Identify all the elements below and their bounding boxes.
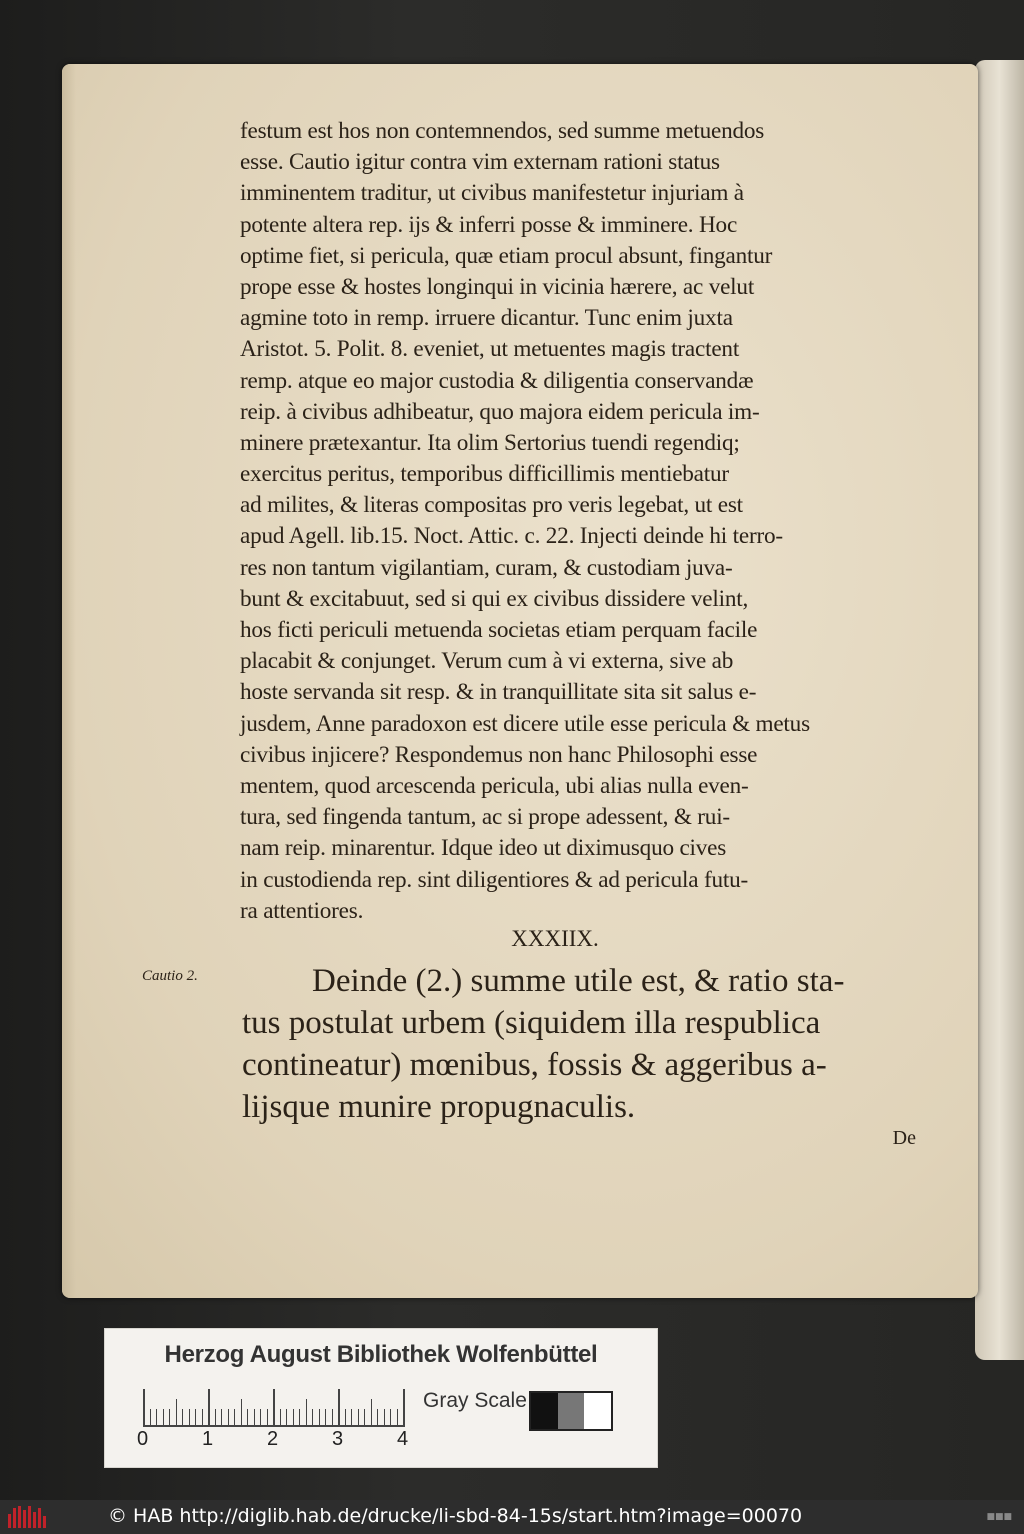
text-line: Deinde (2.) summe utile est, & ratio sta- [312,963,845,999]
ruler-tick [228,1409,229,1425]
ruler-tick [377,1409,378,1425]
text-line: agmine toto in remp. irruere dicantur. Tunc enim juxta [240,305,733,332]
ruler-tick [384,1409,385,1425]
text-line: tura, sed fingenda tantum, ac si prope adessent, & rui- [240,804,730,831]
ruler-tick [241,1399,242,1425]
text-line: hos ficti periculi metuenda societas etiam perquam facile [240,617,758,643]
ruler-tick [280,1409,281,1425]
ruler-tick [299,1409,300,1425]
text-line: jusdem, Anne paradoxon est dicere utile esse pericula & metus [240,710,810,737]
ruler-tick [150,1409,151,1425]
text-line: ad milites, & literas compositas pro veris legebat, ut est [240,492,743,519]
library-name: Herzog August Bibliothek Wolfenbüttel [164,1341,598,1368]
ruler-tick [215,1409,216,1425]
gray-scale-label: Gray Scale [423,1389,527,1412]
ruler-tick [176,1399,177,1425]
text-line: reip. à civibus adhibeatur, quo majora eidem pericula im- [240,398,760,425]
ruler-tick [390,1409,391,1425]
text-line: nam reip. minarentur. Idque ideo ut diximusquo cives [240,835,727,862]
ruler-tick [293,1409,294,1425]
ruler-tick [169,1409,170,1425]
text-line: festum est hos non contemnendos, sed summe metuendos [240,118,765,144]
text-line: placabit & conjunget. Verum cum à vi externa, sive ab [240,648,734,675]
text-line: optime fiet, si pericula, quæ etiam procul absunt, fingantur [240,242,773,269]
margin-note: Cautio 2. [142,968,198,984]
menu-dots-icon[interactable]: ■■■ [986,1512,1012,1522]
main-paragraph [240,116,920,927]
ruler-label: 0 [137,1428,149,1450]
text-line: bunt & excitabuut, sed si qui ex civibus dissidere velint, [240,585,749,612]
ruler-label: 1 [202,1428,214,1450]
color-calibration-card [104,1328,658,1468]
ruler-tick [286,1409,287,1425]
section-number: XXXIIX. [511,926,599,951]
text-line: Aristot. 5. Polit. 8. eveniet, ut metuentes magis tractent [240,336,740,363]
text-line: prope esse & hostes longinqui in vicinia hærere, ac velut [240,273,755,300]
text-line: imminentem traditur, ut civibus manifestetur injuriam à [240,180,744,207]
catchword: De [892,1127,916,1149]
ruler-tick [156,1409,157,1425]
ruler-scale [143,1387,405,1427]
text-line: potente altera rep. ijs & inferri posse & imminere. Hoc [240,211,738,238]
text-line: exercitus peritus, temporibus difficillimis mentiebatur [240,461,729,488]
ruler-tick [351,1409,352,1425]
text-line: contineatur) mœnibus, fossis & aggeribus a- [242,1047,827,1083]
text-line: in custodienda rep. sint diligentiores & ad pericula futu- [240,866,749,893]
text-line: mentem, quod arcescenda pericula, ubi alias nulla even- [240,772,749,799]
ruler-tick [338,1389,340,1425]
book-page [62,64,978,1298]
viewer-footer [0,1500,1024,1534]
adjacent-page-edge [975,60,1024,1360]
text-line: tus postulat urbem (siquidem illa respublica [242,1005,821,1041]
ruler-tick [195,1409,196,1425]
ruler-tick [202,1409,203,1425]
text-line: civibus injicere? Respondemus non hanc Philosophi esse [240,741,758,768]
hab-logo-icon [8,1506,48,1528]
ruler-tick [143,1389,145,1425]
gray-swatch [558,1393,585,1429]
ruler-tick [332,1409,333,1425]
text-line: hoste servanda sit resp. & in tranquillitate sita sit salus e- [240,679,757,706]
ruler-tick [260,1409,261,1425]
ruler-tick [273,1389,275,1425]
ruler-label: 3 [332,1428,344,1450]
page-gutter-shadow [62,64,76,1298]
text-line: res non tantum vigilantiam, curam, & custodiam juva- [240,554,733,581]
ruler-tick [325,1409,326,1425]
ruler-tick [189,1409,190,1425]
ruler-tick [345,1409,346,1425]
ruler-tick [247,1409,248,1425]
ruler-tick [208,1389,210,1425]
ruler-tick [312,1409,313,1425]
text-line: lijsque munire propugnaculis. [242,1089,636,1125]
gray-swatch [584,1393,611,1429]
ruler-tick [221,1409,222,1425]
second-paragraph [242,960,922,1128]
ruler-tick [397,1409,398,1425]
ruler-tick [403,1389,405,1425]
ruler-tick [364,1409,365,1425]
ruler-tick [319,1409,320,1425]
text-line: esse. Cautio igitur contra vim externam rationi status [240,149,720,176]
gray-swatch [531,1393,558,1429]
ruler-tick [163,1409,164,1425]
ruler-tick [267,1409,268,1425]
ruler-label: 4 [397,1428,409,1450]
ruler-tick [306,1399,307,1425]
ruler-tick [358,1409,359,1425]
text-line: apud Agell. lib.15. Noct. Attic. c. 22. Injecti deinde hi terro- [240,523,783,550]
ruler-tick [254,1409,255,1425]
ruler-tick [371,1399,372,1425]
ruler-tick [182,1409,183,1425]
text-line: ra attentiores. [240,897,364,924]
copyright-url[interactable]: © HAB http://diglib.hab.de/drucke/li-sbd-84-15s/start.htm?image=00070 [108,1505,803,1527]
text-line: minere prætexantur. Ita olim Sertorius tuendi regendiq; [240,429,740,456]
text-line: remp. atque eo major custodia & diligentia conservandæ [240,367,754,394]
gray-scale-swatches [529,1391,613,1431]
ruler-tick [234,1409,235,1425]
ruler-label: 2 [267,1428,279,1450]
